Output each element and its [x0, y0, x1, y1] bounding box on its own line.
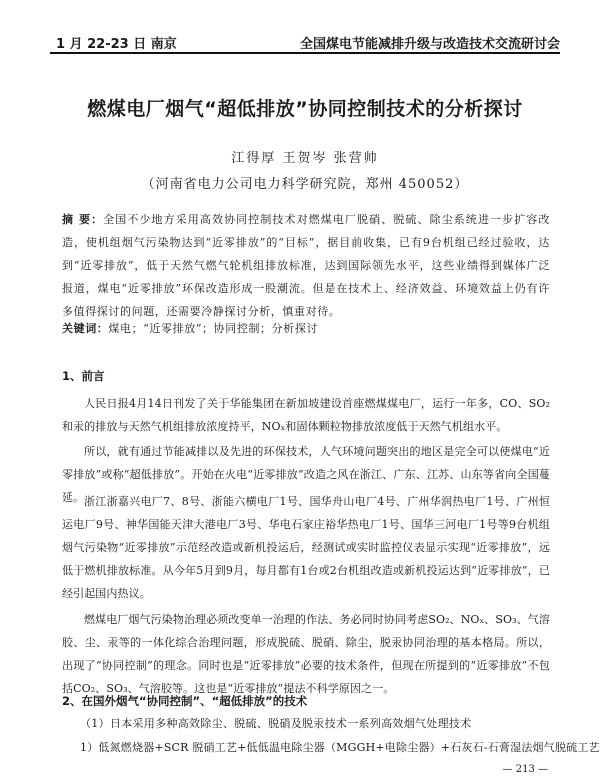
header-conference-name: 全国煤电节能减排升级与改造技术交流研讨会: [299, 37, 560, 52]
paragraph: 所以，就有通过节能减排以及先进的环保技术，人气环境问题突出的地区是完全可以使煤电“近零排放”或称“超低排放”。开始在火电“近零排放”改造之风在浙江、广东、江苏、山东等省向全国蔓延。: [62, 445, 550, 504]
paragraph: 浙江浙嘉兴电厂7、8号、浙能六横电厂1号、国华舟山电厂4号、广州华润热电厂1号、广州恒运电厂9号、神华国能天津大港电厂3号、华电石家庄裕华热电厂1号、国华三河电厂1号等9台机组烟气污染物“近零排放”示范经改造或新机投运后，经测试或实时监控仪表显示实现“近零排放”，远低于燃机排放标准。从今年5月到9月，每月都有1台或2台机组改造或新机投运达到“近零排放”，已经引起国内热议。: [62, 495, 550, 600]
keywords-label: 关键词：: [62, 322, 109, 335]
page-number: — 213 —: [502, 764, 548, 775]
paragraph: 燃煤电厂烟气污染物治理必须改变单一治理的作法、务必同时协同考虑SO₂、NOₓ、SO₃、气溶胶、尘、汞等的一体化综合治理问题，形成脱硫、脱硝、除尘，脱汞协同治理的基本格局。所以，出现了“协同控制”的理念。同时也是“近零排放”必要的技术条件，但现在所提到的“近零排放”不包括CO₂、SO₃、气溶胶等。这也是“近零排放”提法不科学原因之一。: [62, 613, 550, 695]
section-heading-foreign-tech: 2、在国外烟气“协同控制”、“超低排放”的技术: [62, 694, 308, 708]
abstract-label: 摘 要：: [62, 213, 104, 226]
paper-authors: 江得厚 王贺岑 张营帅: [231, 151, 379, 166]
list-item: 1）低氮燃烧器+SCR 脱硝工艺+低低温电除尘器（MGGH+电除尘器）+石灰石-石膏湿法烟气脱硫工艺: [80, 741, 600, 754]
keywords: [62, 320, 550, 336]
list-item: （1）日本采用多种高效除尘、脱硫、脱硝及脱汞技术一系列高效烟气处理技术: [80, 717, 472, 730]
paper-title: 燃煤电厂烟气“超低排放”协同控制技术的分析探讨: [87, 98, 523, 120]
abstract-text: 全国不少地方采用高效协同控制技术对燃煤电厂脱硝、脱硫、除尘系统进一步扩容改造，使机组烟气污染物达到“近零排放”的“目标”，据目前收集，已有9台机组已经过验收，达到“近零排放”，低于天然气燃气轮机组排放标准，达到国际领先水平，这些业绩得到媒体广泛报道，煤电“近零排放”环保改造形成一股潮流。但是在技术上、经济效益、环境效益上仍有许多值得探讨的问题，还需要冷静探讨分析，慎重对待。: [62, 213, 550, 318]
abstract: [62, 208, 550, 323]
section-heading-preface: 1、前言: [62, 369, 105, 383]
keywords-text: 煤电；“近零排放”；协同控制；分析探讨: [108, 322, 319, 335]
paper-affiliation: （河南省电力公司电力科学研究院，郑州 450052）: [141, 177, 469, 192]
paragraph: 人民日报4月14日刊发了关于华能集团在新加坡建设首座燃煤煤电厂，运行一年多，CO、SO₂和汞的排放与天然气机组排放浓度持平，NOₓ和固体颗粒物排放浓度低于天然气机组水平。: [62, 397, 550, 433]
running-header: [50, 30, 560, 54]
header-date-location: 1 月 22-23 日 南京: [56, 37, 177, 52]
